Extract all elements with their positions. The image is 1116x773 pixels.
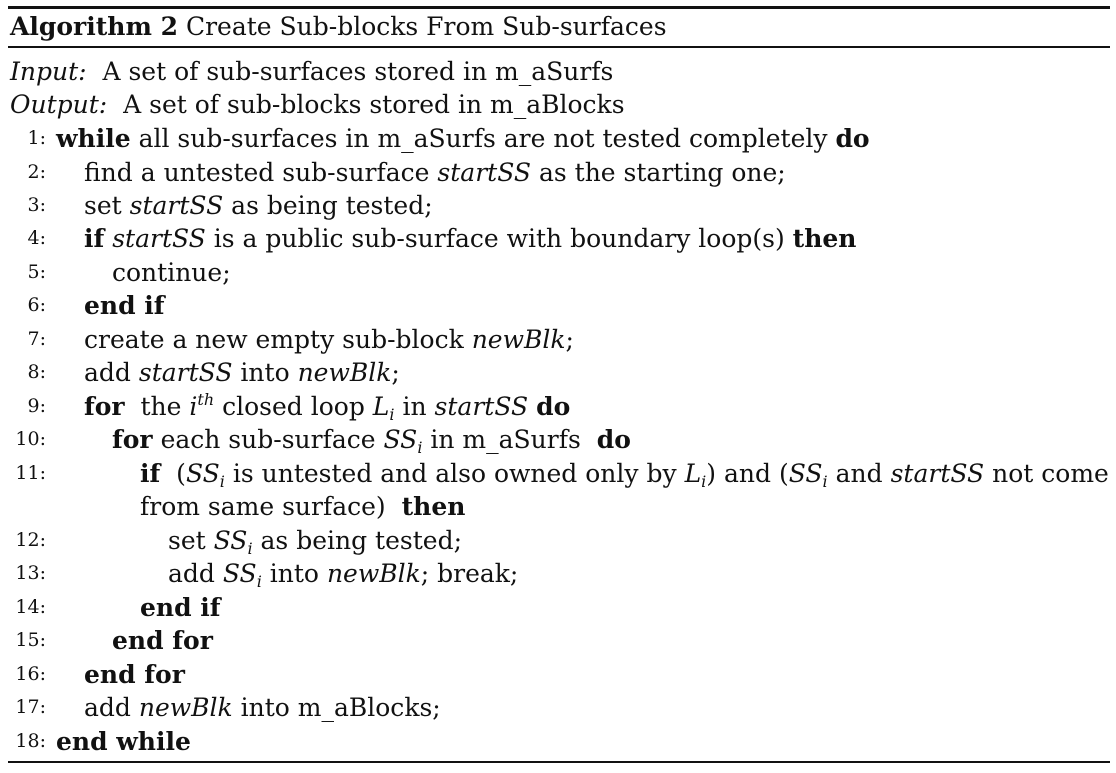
- variable: newBlk: [471, 325, 566, 354]
- text-segment: in m_aSurfs: [430, 425, 581, 454]
- text-segment: closed loop: [222, 392, 365, 421]
- variable: startSS: [437, 158, 532, 187]
- line-content: [84, 356, 400, 389]
- subscript: i: [247, 539, 253, 558]
- text-segment: is untested and also owned only by: [232, 459, 677, 488]
- ss-letters: SS: [788, 459, 823, 488]
- line-number: 3:: [27, 194, 46, 216]
- text-segment: ; break;: [420, 559, 519, 588]
- text-segment: create a new empty sub-block: [84, 325, 464, 354]
- condition-text: all sub-surfaces in m_aSurfs are not tested completely: [138, 124, 828, 153]
- variable: newBlk: [138, 693, 233, 722]
- subscript: i: [417, 438, 423, 457]
- keyword-end-if: end if: [84, 291, 165, 320]
- keyword-end-for: end for: [112, 626, 213, 655]
- text-segment: ;: [565, 325, 574, 354]
- variable: newBlk: [297, 358, 392, 387]
- line-content: [168, 524, 462, 557]
- subscript: i: [256, 572, 262, 591]
- text-segment: each sub-surface: [160, 425, 376, 454]
- caption-title: Create Sub-blocks From Sub-surfaces: [185, 12, 667, 41]
- loop-letter: L: [372, 392, 390, 421]
- text-segment: ) and (: [706, 459, 789, 488]
- text-segment: the: [140, 392, 182, 421]
- line-content: [168, 557, 518, 590]
- keyword-end-if: end if: [140, 593, 221, 622]
- text-segment: into: [269, 559, 319, 588]
- text-segment: find a untested sub-surface: [84, 158, 430, 187]
- superscript: th: [197, 390, 215, 409]
- line-content: [140, 490, 465, 523]
- line-content: [84, 323, 574, 356]
- input-line: [10, 56, 613, 88]
- algorithm-caption: [10, 10, 667, 44]
- subscript: i: [822, 472, 828, 491]
- variable: startSS: [434, 392, 529, 421]
- line-number: 16:: [15, 663, 46, 685]
- caption-rule: [8, 46, 1110, 48]
- text-segment: and: [835, 459, 883, 488]
- index-var: [189, 392, 214, 421]
- output-label: Output:: [10, 90, 108, 119]
- line-number: 8:: [27, 361, 46, 383]
- loop-var: [372, 392, 395, 424]
- loop-letter: L: [684, 459, 702, 488]
- output-text: A set of sub-blocks stored in m_aBlocks: [123, 90, 625, 119]
- line-content: [56, 122, 870, 155]
- text-segment: as being tested;: [231, 191, 433, 220]
- line-number: 17:: [15, 696, 46, 718]
- line-number: 1:: [27, 127, 46, 149]
- text-segment: not come: [992, 459, 1109, 488]
- line-number: 10:: [15, 428, 46, 450]
- text-segment: set: [168, 526, 206, 555]
- ss-var: [788, 459, 828, 491]
- line-number: 7:: [27, 328, 46, 350]
- ss-letters: SS: [185, 459, 220, 488]
- index-letter: i: [189, 392, 198, 421]
- keyword-end-for: end for: [84, 660, 185, 689]
- ss-var: [383, 425, 423, 457]
- keyword-for: for: [84, 392, 125, 421]
- ss-letters: SS: [222, 559, 257, 588]
- text-segment: add: [168, 559, 215, 588]
- ss-var: [185, 459, 225, 491]
- line-number: 2:: [27, 161, 46, 183]
- subscript: i: [219, 472, 225, 491]
- variable: startSS: [112, 224, 206, 253]
- ss-letters: SS: [213, 526, 248, 555]
- loop-var: [684, 459, 707, 491]
- text-segment: add: [84, 693, 131, 722]
- text-segment: into m_aBlocks;: [240, 693, 441, 722]
- keyword-for: for: [112, 425, 153, 454]
- keyword-if: if: [140, 459, 161, 488]
- line-number: 4:: [27, 227, 46, 249]
- text-segment: ;: [391, 358, 400, 387]
- variable: startSS: [138, 358, 233, 387]
- line-number: 15:: [15, 629, 46, 651]
- keyword-do: do: [835, 124, 870, 153]
- ss-var: [222, 559, 262, 591]
- ss-letters: SS: [383, 425, 418, 454]
- line-content: [84, 691, 441, 724]
- line-content: [84, 222, 856, 255]
- text-segment: into: [240, 358, 290, 387]
- input-text: A set of sub-surfaces stored in m_aSurfs: [102, 57, 614, 86]
- line-number: 9:: [27, 395, 46, 417]
- line-content: continue;: [112, 258, 231, 287]
- line-number: 6:: [27, 294, 46, 316]
- variable: startSS: [890, 459, 985, 488]
- text-segment: (: [176, 459, 186, 488]
- keyword-then: then: [792, 224, 857, 253]
- text-segment: from same surface): [140, 492, 386, 521]
- line-number: 18:: [15, 730, 46, 752]
- text-segment: as being tested;: [260, 526, 462, 555]
- output-line: [10, 89, 625, 121]
- line-content: [112, 423, 631, 456]
- line-number: 5:: [27, 261, 46, 283]
- subscript: i: [389, 405, 395, 424]
- keyword-do: do: [596, 425, 631, 454]
- text-segment: set: [84, 191, 122, 220]
- text-segment: as the starting one;: [538, 158, 786, 187]
- keyword-while: while: [56, 124, 131, 153]
- text-segment: is a public sub-surface with boundary loop(s): [213, 224, 785, 253]
- line-number: 14:: [15, 596, 46, 618]
- line-content: [84, 390, 570, 423]
- keyword-do: do: [536, 392, 571, 421]
- keyword-then: then: [401, 492, 466, 521]
- variable: startSS: [129, 191, 224, 220]
- subscript: i: [701, 472, 707, 491]
- line-content: [84, 156, 786, 189]
- top-rule: [8, 6, 1110, 9]
- line-number: 12:: [15, 529, 46, 551]
- line-number: 13:: [15, 562, 46, 584]
- ss-var: [213, 526, 253, 558]
- bottom-rule: [8, 761, 1110, 763]
- keyword-end-while: end while: [56, 727, 191, 756]
- input-label: Input:: [10, 57, 87, 86]
- text-segment: add: [84, 358, 131, 387]
- keyword-if: if: [84, 224, 105, 253]
- line-number: 11:: [15, 462, 46, 484]
- variable: newBlk: [326, 559, 421, 588]
- text-segment: in: [402, 392, 427, 421]
- line-content: [140, 457, 1109, 490]
- line-content: [84, 189, 433, 222]
- caption-label: Algorithm 2: [10, 12, 178, 41]
